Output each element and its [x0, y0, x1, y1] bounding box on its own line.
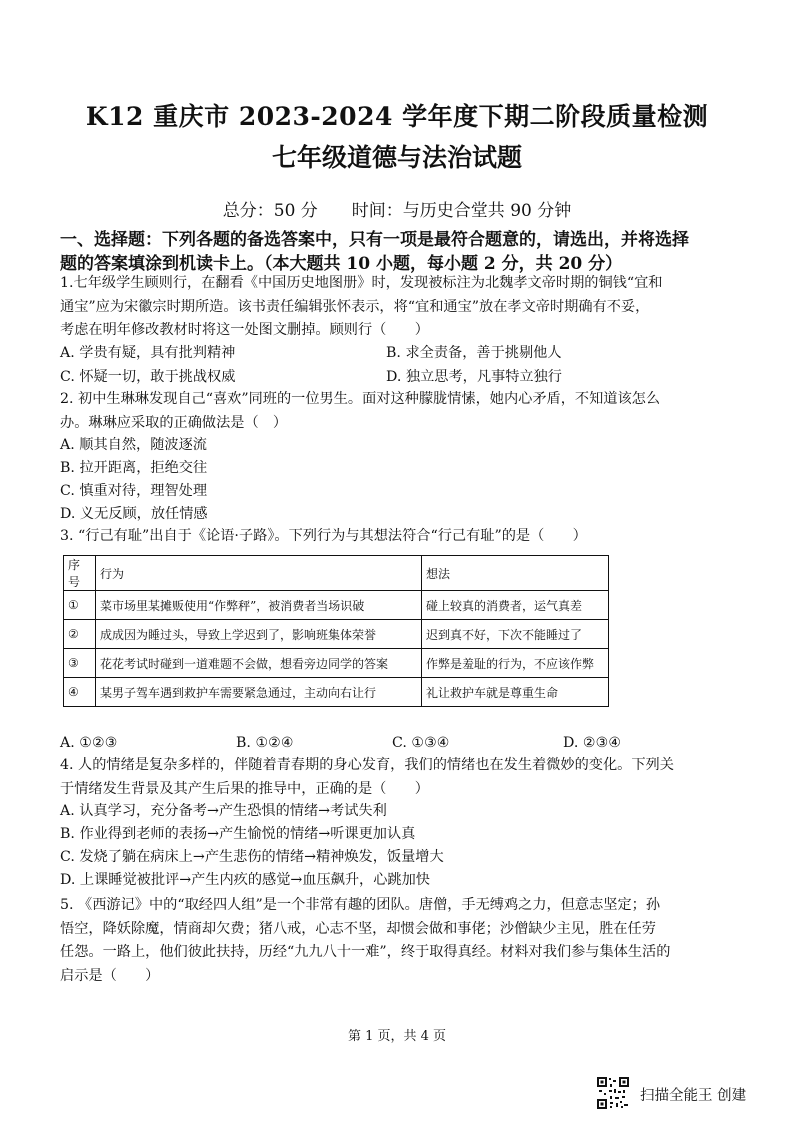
- q1-option-a: A. 学贵有疑，具有批判精神: [60, 345, 236, 361]
- question-4: 4. 人的情绪是复杂多样的，伴随着青春期的身心发育，我们的情绪也在发生着微妙的变化。下列关 于情绪发生背景及其产生后果的推导中，正确的是（ ）: [60, 757, 674, 797]
- table-cell: ③: [64, 649, 96, 678]
- q2-option-d: D. 义无反顾，放任情感: [60, 506, 208, 522]
- qr-code-icon: [596, 1076, 630, 1110]
- q3-option-d: D. ②③④: [563, 735, 622, 751]
- q1-option-c: C. 怀疑一切，敢于挑战权威: [60, 369, 236, 385]
- table-header: 想法: [422, 556, 609, 591]
- q2-option-c: C. 慎重对待，理智处理: [60, 483, 208, 499]
- q3-option-b: B. ①②④: [236, 735, 294, 751]
- table-row: [64, 678, 609, 707]
- table-cell: 礼让救护车就是尊重生命: [422, 678, 609, 707]
- table-cell: 迟到真不好，下次不能睡过了: [422, 620, 609, 649]
- question-3: 3. “行己有耻”出自于《论语·子路》。下列行为与其想法符合“行己有耻”的是（ ）: [60, 528, 587, 544]
- table-header: 序号: [64, 556, 96, 591]
- question-2: 2. 初中生琳琳发现自己“喜欢”同班的一位男生。面对这种朦胧情愫，她内心矛盾，不知道该怎么 办。琳琳应采取的正确做法是（ ）: [60, 391, 661, 431]
- q2-option-b: B. 拉开距离，拒绝交往: [60, 460, 208, 476]
- table-cell: 作弊是羞耻的行为，不应该作弊: [422, 649, 609, 678]
- q1-option-b: B. 求全责备，善于挑剔他人: [386, 345, 562, 361]
- question-5: 5. 《西游记》中的“取经四人组”是一个非常有趣的团队。唐僧，手无缚鸡之力，但意志坚定；孙 悟空，降妖除魔，情商却欠费；猪八戒，心志不坚，却惯会做和事佬；沙僧缺少主见，胜在任劳 任怨。一路上，他们彼此扶持，历经“九九八十一难”，终于取得真经。材料对我们参与集体生活的 启示是（ ）: [60, 897, 671, 984]
- q3-option-c: C. ①③④: [392, 735, 450, 751]
- section-heading: 一、选择题：下列各题的备选答案中，只有一项是最符合题意的，请选出，并将选择 题的答案填涂到机读卡上。（本大题共 10 小题，每小题 2 分，共 20 分）: [60, 230, 689, 274]
- q4-option-a: A. 认真学习，充分备考→产生恐惧的情绪→考试失利: [60, 803, 387, 819]
- q1-option-d: D. 独立思考，凡事特立独行: [386, 369, 562, 385]
- exam-subtitle: 七年级道德与法治试题: [271, 143, 522, 172]
- total-score: 总分：50 分: [222, 201, 318, 221]
- question-1: 1.七年级学生顾则行，在翻看《中国历史地图册》时，发现被标注为北魏孝文帝时期的铜钱“宜和 通宝”应为宋徽宗时期所造。该书责任编辑张怀表示，将“宜和通宝”放在孝文帝时期确有不妥， 考虑在明年修改教材时将这一处图文删掉。顾则行（ ）: [60, 275, 663, 338]
- table-cell: ④: [64, 678, 96, 707]
- exam-time: 时间：与历史合堂共 90 分钟: [351, 201, 572, 221]
- q3-table: [63, 555, 609, 707]
- table-row: [64, 620, 609, 649]
- table-cell: 花花考试时碰到一道难题不会做，想看旁边同学的答案: [96, 649, 422, 678]
- scanner-watermark: 扫描全能王 创建: [640, 1088, 747, 1104]
- table-header-row: [64, 556, 609, 591]
- table-cell: 碰上较真的消费者，运气真差: [422, 591, 609, 620]
- table-cell: 某男子驾车遇到救护车需要紧急通过，主动向右让行: [96, 678, 422, 707]
- exam-meta: [0, 196, 794, 221]
- table-cell: 成成因为睡过头，导致上学迟到了，影响班集体荣誉: [96, 620, 422, 649]
- q4-option-b: B. 作业得到老师的表扬→产生愉悦的情绪→听课更加认真: [60, 826, 416, 842]
- table-cell: 菜市场里某摊贩使用“作弊秤”，被消费者当场识破: [96, 591, 422, 620]
- table-row: [64, 649, 609, 678]
- table-cell: ②: [64, 620, 96, 649]
- q2-option-a: A. 顺其自然，随波逐流: [60, 437, 207, 453]
- page-number: 第 1 页，共 4 页: [347, 1029, 447, 1044]
- q3-option-a: A. ①②③: [60, 735, 118, 751]
- table-cell: ①: [64, 591, 96, 620]
- exam-title: K12 重庆市 2023-2024 学年度下期二阶段质量检测: [85, 102, 709, 131]
- table-row: [64, 591, 609, 620]
- table-header: 行为: [96, 556, 422, 591]
- q4-option-c: C. 发烧了躺在病床上→产生悲伤的情绪→精神焕发，饭量增大: [60, 849, 444, 865]
- q4-option-d: D. 上课睡觉被批评→产生内疚的感觉→血压飙升，心跳加快: [60, 872, 430, 888]
